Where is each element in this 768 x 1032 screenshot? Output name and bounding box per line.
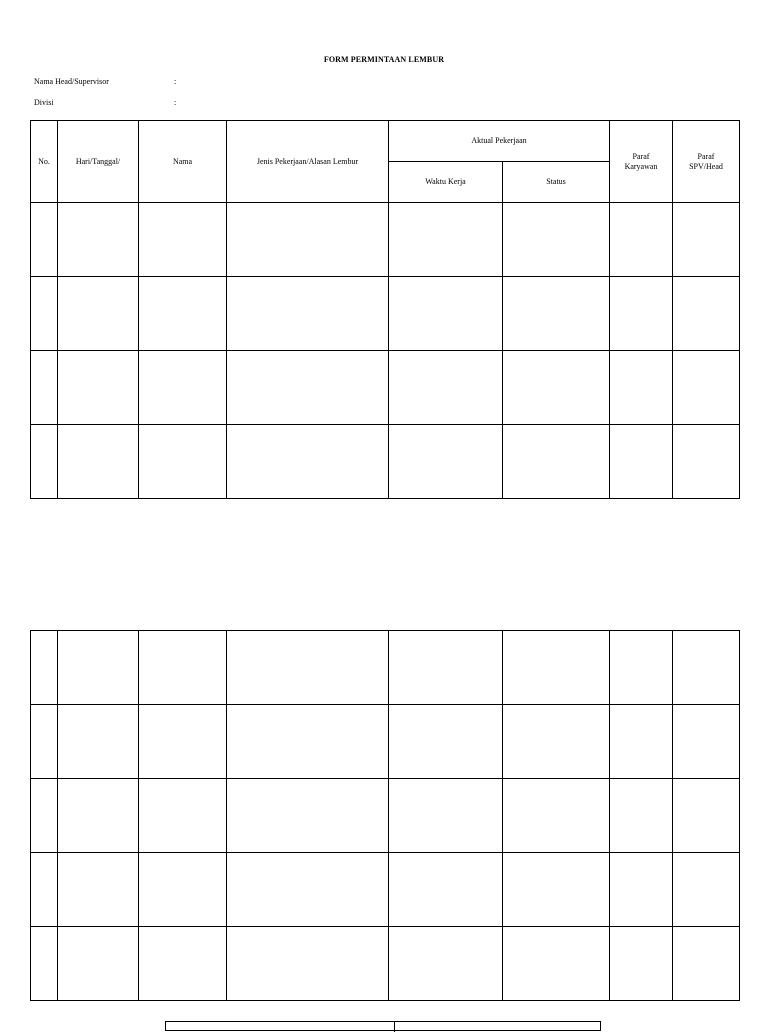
cell-waktu-kerja[interactable]: [389, 705, 503, 779]
cell-waktu-kerja[interactable]: [389, 425, 503, 499]
cell-nama[interactable]: [139, 277, 227, 351]
cell-waktu-kerja[interactable]: [389, 277, 503, 351]
cell-paraf-karyawan[interactable]: [610, 853, 673, 927]
header-no: No.: [31, 121, 58, 203]
cell-no[interactable]: [31, 277, 58, 351]
cell-paraf-karyawan[interactable]: [610, 351, 673, 425]
cell-status[interactable]: [503, 277, 610, 351]
signature-box: [165, 1021, 601, 1031]
cell-paraf-spv[interactable]: [673, 705, 740, 779]
cell-paraf-spv[interactable]: [673, 351, 740, 425]
header-aktual-pekerjaan: Aktual Pekerjaan: [389, 121, 610, 162]
table-row: [31, 425, 740, 499]
cell-paraf-spv[interactable]: [673, 277, 740, 351]
header-hari-tanggal: Hari/Tanggal/: [58, 121, 139, 203]
cell-paraf-karyawan[interactable]: [610, 779, 673, 853]
field-label-divisi: Divisi: [34, 98, 54, 107]
cell-jenis[interactable]: [227, 705, 389, 779]
cell-paraf-karyawan[interactable]: [610, 425, 673, 499]
cell-waktu-kerja[interactable]: [389, 779, 503, 853]
cell-status[interactable]: [503, 631, 610, 705]
field-colon-head-supervisor: :: [174, 77, 177, 86]
cell-no[interactable]: [31, 853, 58, 927]
table-row: [31, 705, 740, 779]
cell-no[interactable]: [31, 927, 58, 1001]
cell-waktu-kerja[interactable]: [389, 203, 503, 277]
cell-hari-tanggal[interactable]: [58, 631, 139, 705]
cell-jenis[interactable]: [227, 277, 389, 351]
cell-no[interactable]: [31, 425, 58, 499]
header-nama: Nama: [139, 121, 227, 203]
cell-waktu-kerja[interactable]: [389, 351, 503, 425]
cell-nama[interactable]: [139, 927, 227, 1001]
cell-paraf-spv[interactable]: [673, 779, 740, 853]
cell-paraf-karyawan[interactable]: [610, 631, 673, 705]
table-row: [31, 277, 740, 351]
cell-hari-tanggal[interactable]: [58, 203, 139, 277]
cell-no[interactable]: [31, 631, 58, 705]
cell-status[interactable]: [503, 425, 610, 499]
cell-jenis[interactable]: [227, 853, 389, 927]
cell-nama[interactable]: [139, 425, 227, 499]
cell-paraf-karyawan[interactable]: [610, 277, 673, 351]
cell-paraf-spv[interactable]: [673, 853, 740, 927]
cell-jenis[interactable]: [227, 927, 389, 1001]
table-row: [31, 351, 740, 425]
cell-hari-tanggal[interactable]: [58, 853, 139, 927]
header-paraf-karyawan: [610, 121, 673, 203]
cell-no[interactable]: [31, 705, 58, 779]
cell-hari-tanggal[interactable]: [58, 927, 139, 1001]
field-colon-divisi: :: [174, 98, 177, 107]
cell-no[interactable]: [31, 203, 58, 277]
overtime-table: [30, 120, 740, 499]
cell-status[interactable]: [503, 779, 610, 853]
table-row: [31, 853, 740, 927]
cell-hari-tanggal[interactable]: [58, 425, 139, 499]
header-waktu-kerja: Waktu Kerja: [389, 162, 503, 203]
header-paraf-spv-head: [673, 121, 740, 203]
cell-status[interactable]: [503, 351, 610, 425]
cell-nama[interactable]: [139, 631, 227, 705]
header-status: Status: [503, 162, 610, 203]
header-paraf-spv-label: Paraf SPV/Head: [689, 152, 723, 171]
cell-waktu-kerja[interactable]: [389, 853, 503, 927]
cell-paraf-spv[interactable]: [673, 203, 740, 277]
cell-no[interactable]: [31, 351, 58, 425]
cell-paraf-spv[interactable]: [673, 631, 740, 705]
cell-status[interactable]: [503, 705, 610, 779]
cell-hari-tanggal[interactable]: [58, 779, 139, 853]
cell-paraf-spv[interactable]: [673, 425, 740, 499]
cell-paraf-karyawan[interactable]: [610, 927, 673, 1001]
cell-hari-tanggal[interactable]: [58, 277, 139, 351]
table-row: [31, 203, 740, 277]
cell-no[interactable]: [31, 779, 58, 853]
cell-jenis[interactable]: [227, 425, 389, 499]
cell-status[interactable]: [503, 203, 610, 277]
cell-hari-tanggal[interactable]: [58, 705, 139, 779]
cell-jenis[interactable]: [227, 351, 389, 425]
cell-jenis[interactable]: [227, 203, 389, 277]
overtime-table-continued: [30, 630, 740, 1001]
cell-jenis[interactable]: [227, 779, 389, 853]
table-row: [31, 927, 740, 1001]
cell-hari-tanggal[interactable]: [58, 351, 139, 425]
table-row: [31, 779, 740, 853]
cell-nama[interactable]: [139, 853, 227, 927]
cell-paraf-karyawan[interactable]: [610, 203, 673, 277]
cell-jenis[interactable]: [227, 631, 389, 705]
cell-nama[interactable]: [139, 203, 227, 277]
form-title: FORM PERMINTAAN LEMBUR: [323, 55, 445, 64]
cell-paraf-karyawan[interactable]: [610, 705, 673, 779]
field-label-head-supervisor: Nama Head/Supervisor: [34, 77, 109, 86]
cell-paraf-spv[interactable]: [673, 927, 740, 1001]
header-paraf-karyawan-label: Paraf Karyawan: [624, 152, 658, 171]
cell-nama[interactable]: [139, 779, 227, 853]
table-row: [31, 631, 740, 705]
cell-waktu-kerja[interactable]: [389, 631, 503, 705]
cell-status[interactable]: [503, 927, 610, 1001]
cell-status[interactable]: [503, 853, 610, 927]
cell-waktu-kerja[interactable]: [389, 927, 503, 1001]
cell-nama[interactable]: [139, 351, 227, 425]
header-jenis-pekerjaan: Jenis Pekerjaan/Alasan Lembur: [227, 121, 389, 203]
cell-nama[interactable]: [139, 705, 227, 779]
